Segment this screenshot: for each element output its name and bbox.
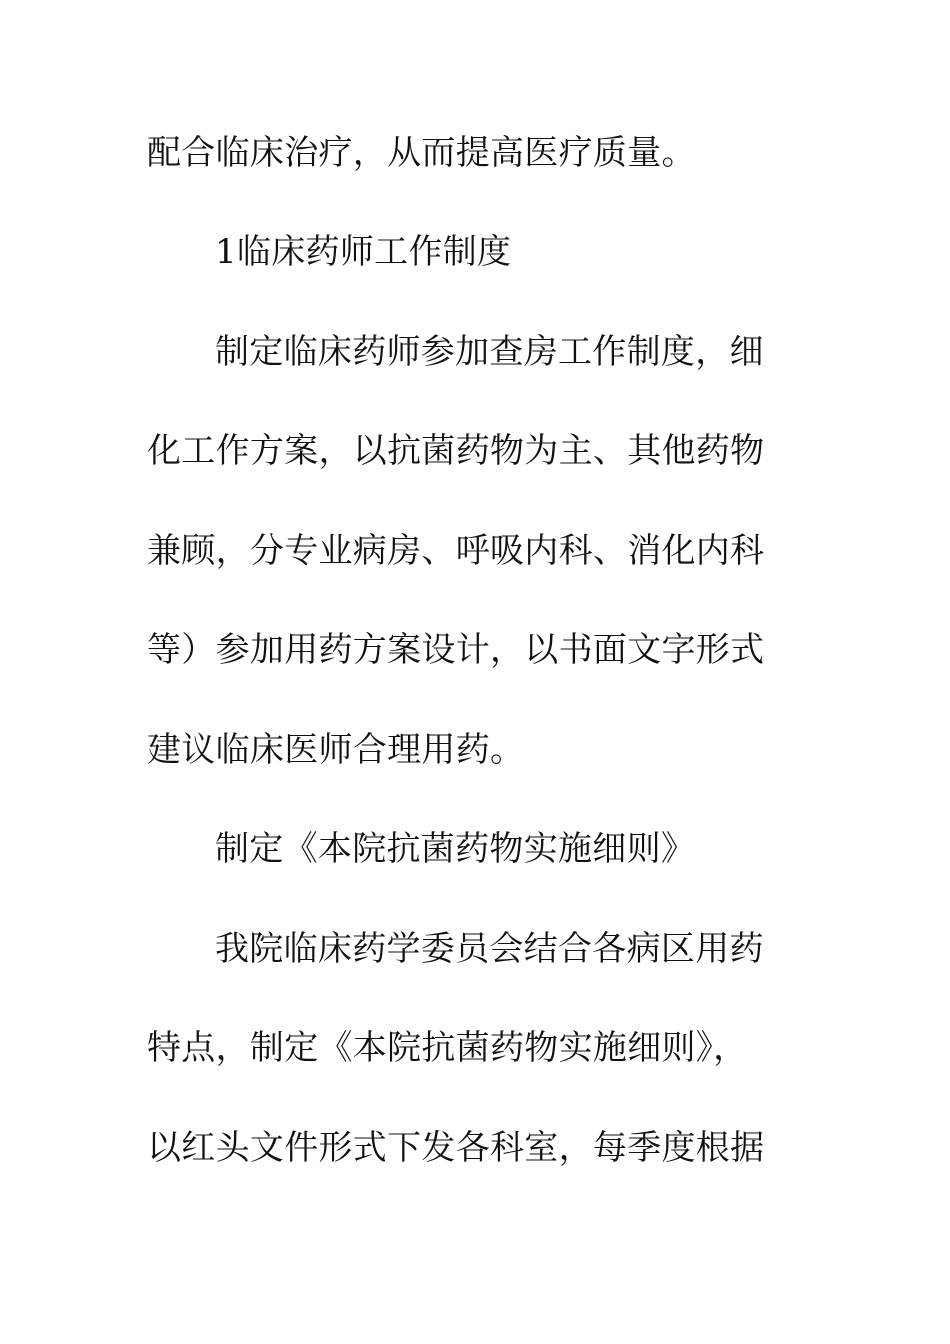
text-line: 以红头文件形式下发各科室，每季度根据	[147, 1128, 765, 1168]
text-line: 制定临床药师参加查房工作制度，细	[215, 332, 764, 372]
text-line: 特点，制定《本院抗菌药物实施细则》，	[147, 1028, 748, 1068]
subheading: 制定《本院抗菌药物实施细则》	[215, 829, 696, 869]
text-line: 等）参加用药方案设计，以书面文字形式	[147, 630, 765, 670]
text-line: 我院临床药学委员会结合各病区用药	[215, 929, 764, 969]
text-line: 建议临床医师合理用药。	[147, 730, 525, 770]
text-line: 配合临床治疗，从而提高医疗质量。	[147, 133, 696, 173]
section-heading: 1临床药师工作制度	[215, 232, 512, 272]
text-line: 兼顾，分专业病房、呼吸内科、消化内科	[147, 531, 765, 571]
text-line: 化工作方案，以抗菌药物为主、其他药物	[147, 431, 765, 471]
